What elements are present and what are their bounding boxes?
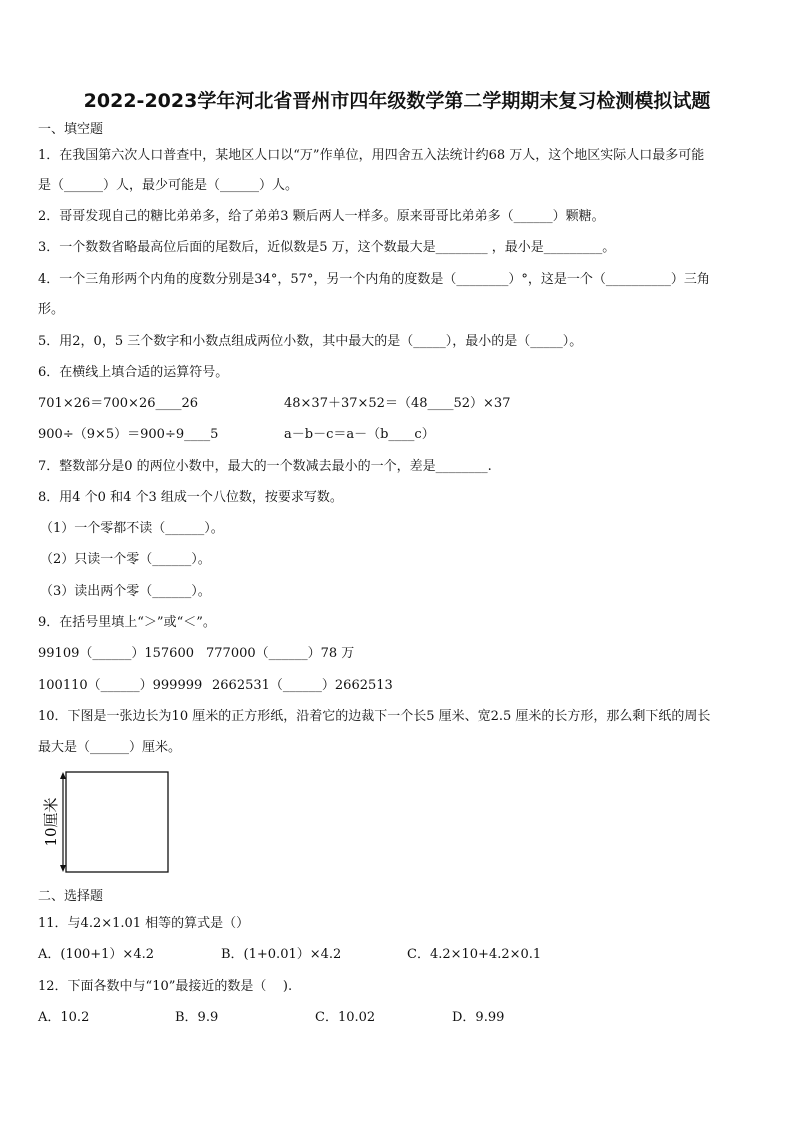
question-12-option-c: C．10.02 [315, 1010, 376, 1025]
question-11-option-b: B．(1+0.01）×4.2 [221, 947, 342, 962]
question-12-option-a: A．10.2 [38, 1010, 90, 1025]
question-1-line-2: 是（______）人，最少可能是（______）人。 [38, 178, 299, 193]
question-4-line-1: 4．一个三角形两个内角的度数分别是34°，57°，另一个内角的度数是（________）°，这是一个（__________）三角 [38, 272, 710, 287]
question-8: 8．用4 个0 和4 个3 组成一个八位数，按要求写数。 [38, 490, 343, 505]
question-5: 5．用2，0，5 三个数字和小数点组成两位小数，其中最大的是（_____），最小的是（_____）。 [38, 334, 583, 349]
question-12-option-b: B．9.9 [175, 1010, 219, 1025]
section-heading-multiple-choice: 二、选择题 [38, 889, 104, 904]
question-2: 2．哥哥发现自己的糖比弟弟多，给了弟弟3 颗后两人一样多。原来哥哥比弟弟多（______）颗糖。 [38, 209, 605, 224]
question-11-option-c: C．4.2×10+4.2×0.1 [407, 947, 542, 962]
question-9-item-c: 100110（______）999999 [38, 678, 203, 693]
question-6: 6．在横线上填合适的运算符号。 [38, 365, 229, 380]
question-12: 12．下面各数中与“10”最接近的数是（ ). [38, 979, 293, 994]
question-9-item-b: 777000（______）78 万 [206, 646, 355, 661]
question-8-part-2: （2）只读一个零（______）。 [40, 552, 211, 567]
question-6-item-a: 701×26＝700×26____26 [38, 396, 199, 411]
dimension-label: 10厘米 [42, 797, 60, 847]
question-8-part-1: （1）一个零都不读（______）。 [40, 521, 224, 536]
square-outline [66, 772, 168, 872]
arrow-up-icon [60, 772, 66, 779]
section-heading-fill-blank: 一、填空题 [38, 122, 104, 137]
arrow-down-icon [60, 865, 66, 872]
question-6-item-b: 48×37＋37×52＝（48____52）×37 [284, 396, 511, 411]
question-10-line-1: 10．下图是一张边长为10 厘米的正方形纸，沿着它的边裁下一个长5 厘米、宽2.5 厘米的长方形，那么剩下纸的周长 [38, 709, 711, 724]
question-6-item-c: 900÷（9×5）＝900÷9____5 [38, 427, 219, 442]
question-7: 7．整数部分是0 的两位小数中，最大的一个数减去最小的一个，差是________. [38, 459, 492, 474]
question-6-item-d: a－b－c＝a－（b____c） [284, 427, 435, 442]
question-1-line-1: 1．在我国第六次人口普查中，某地区人口以“万”作单位，用四舍五入法统计约68 万人，这个地区实际人口最多可能 [38, 148, 705, 163]
question-3: 3．一个数数省略最高位后面的尾数后，近似数是5 万，这个数最大是________ ，最小是_________。 [38, 240, 616, 255]
question-9-item-a: 99109（______）157600 [38, 646, 194, 661]
question-4-line-2: 形。 [38, 302, 65, 317]
question-10-line-2: 最大是（______）厘米。 [38, 740, 182, 755]
question-11: 11．与4.2×1.01 相等的算式是（） [38, 916, 250, 931]
square-paper-figure [38, 770, 173, 880]
question-12-option-d: D．9.99 [452, 1010, 505, 1025]
question-9-item-d: 2662531（______）2662513 [212, 678, 393, 693]
question-9: 9．在括号里填上“＞”或“＜”。 [38, 615, 216, 630]
page-title: 2022-2023学年河北省晋州市四年级数学第二学期期末复习检测模拟试题 [83, 90, 711, 112]
question-11-option-a: A．(100+1）×4.2 [38, 947, 155, 962]
question-8-part-3: （3）读出两个零（______）。 [40, 584, 211, 599]
